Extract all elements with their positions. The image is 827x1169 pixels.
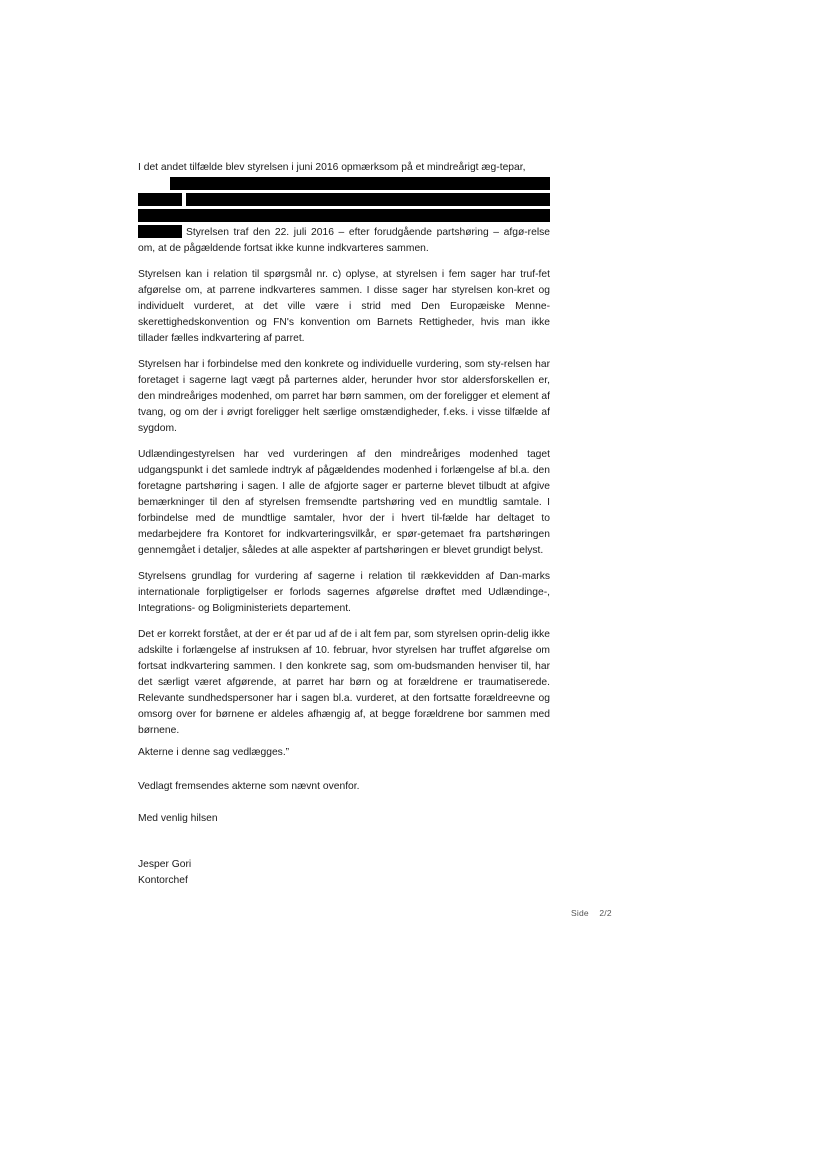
paragraph-1-conclusion-text: Styrelsen traf den 22. juli 2016 – efter forudgående partshøring – afgø-relse om, at de pågældende fortsat ikke kunne indkvarteres sammen. [138, 227, 550, 254]
paragraph-1-intro: I det andet tilfælde blev styrelsen i juni 2016 opmærksom på et mindreårigt æg-tepar, [138, 162, 526, 173]
signer-name: Jesper Gori [138, 859, 192, 870]
paragraph-2: Styrelsen kan i relation til spørgsmål nr. c) oplyse, at styrelsen i fem sager har truf-fet afgørelse om, at parrene indkvarteres sammen. I disse sager har styrelsen kon-kret og individuelt vurderet, at det ville være i strid med Den Europæiske Menne-skerettighedskonvention og FN's konvention om Barnets Rettigheder, hvis man ikke tillader fælles indkvartering af parret. [138, 269, 550, 344]
signer-title: Kontorchef [138, 875, 188, 886]
redaction-bar [170, 177, 550, 190]
greeting: Med venlig hilsen [138, 813, 218, 824]
paragraph-7: Akterne i denne sag vedlægges.” [138, 747, 290, 758]
redaction-bar [138, 193, 182, 206]
page-label: Side [571, 908, 589, 918]
redaction-bar [138, 209, 550, 222]
paragraph-6: Det er korrekt forstået, at der er ét par ud af de i alt fem par, som styrelsen oprin-delig ikke adskilte i forlængelse af instruksen af 10. februar, hvor styrelsen har truffet afgørelse om fortsat indkvartering sammen. I den konkrete sag, som om-budsmanden henviser til, har det særligt været afgørende, at parret har børn og at forældrene er traumatiserede. Relevante sundhedspersoner har i sagen bl.a. vurderet, at den fortsatte forældreevne og omsorg over for børnene er aldeles afhængig af, at begge forældrene bor sammen med børnene. [138, 629, 550, 736]
paragraph-5: Styrelsens grundlag for vurdering af sagerne i relation til rækkevidden af Dan-marks internationale forpligtigelser er forlods sagernes afgørelse drøftet med Udlændinge-, Integrations- og Boligministeriets departement. [138, 571, 550, 614]
letter-body [138, 160, 550, 889]
page-number: 2/2 [599, 908, 612, 918]
signature-block [138, 857, 550, 889]
redaction-bar [138, 225, 182, 238]
redacted-section [138, 176, 550, 240]
page-footer [571, 908, 620, 918]
paragraph-4: Udlændingestyrelsen har ved vurderingen af den mindreåriges modenhed taget udgangspunkt i det samlede indtryk af pågældendes modenhed i forlængelse af bl.a. den foretagne partshøring i sagen. I alle de afgjorte sager er parterne blevet tilbudt at afgive bemærkninger til den af styrelsen fremsendte partshøring ved en mundtlig samtale. I forbindelse med de mundtlige samtaler, hvor der i hvert til-fælde har deltaget to medarbejdere fra Kontoret for indkvarteringsvilkår, er spør-getemaet fra partshøringen gennemgået i detaljer, således at alle aspekter af partshøringen er blevet grundigt belyst. [138, 449, 550, 556]
paragraph-3: Styrelsen har i forbindelse med den konkrete og individuelle vurdering, som sty-relsen har foretaget i sagerne lagt vægt på parternes alder, herunder hvor stor aldersforskellen er, den mindreåriges modenhed, om parret har børn sammen, om der foreligger et element af tvang, og om der i øvrigt foreligger helt særlige omstændigheder, f.eks. i visse tilfælde af sygdom. [138, 359, 550, 434]
redaction-bar [186, 193, 550, 206]
attachment-note: Vedlagt fremsendes akterne som nævnt ovenfor. [138, 781, 360, 792]
